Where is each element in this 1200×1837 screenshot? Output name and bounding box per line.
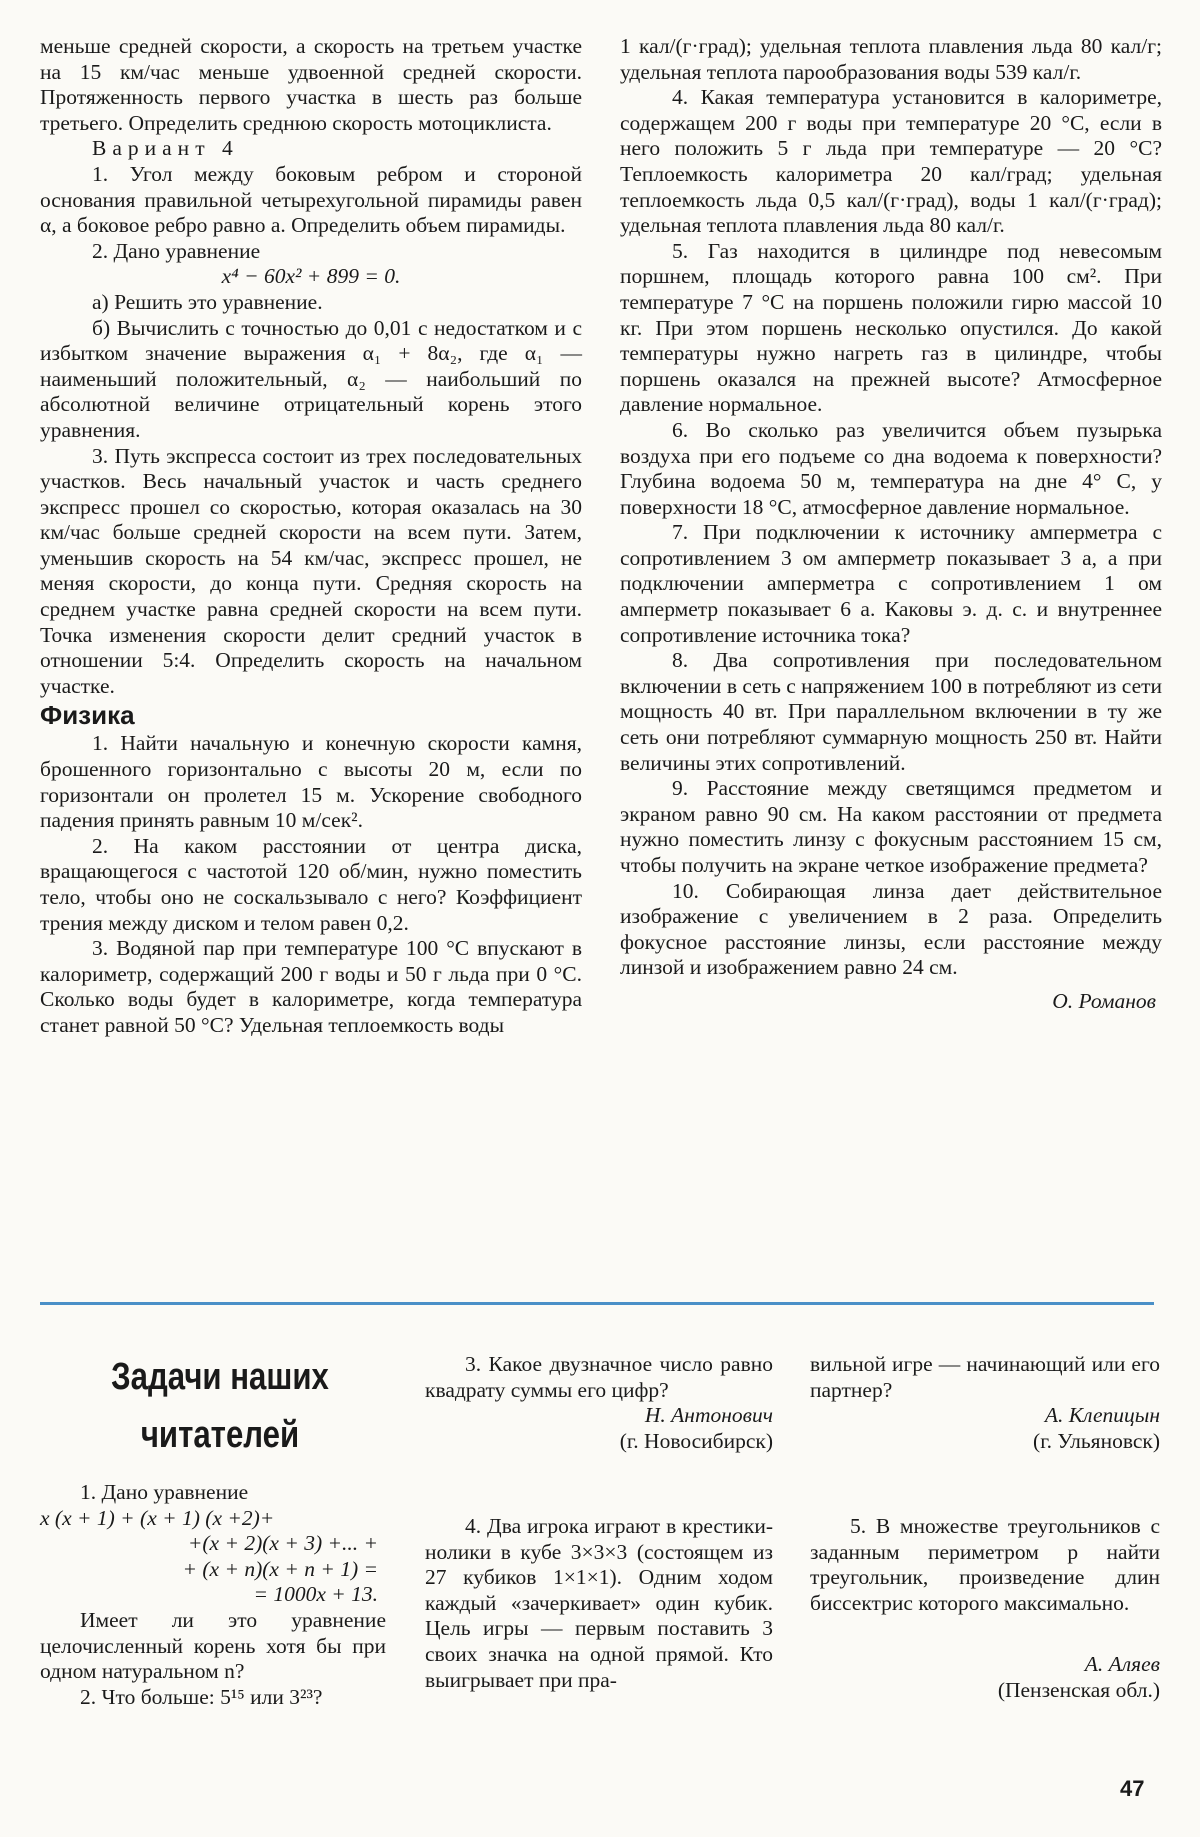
variant-heading: Вариант 4 (92, 136, 239, 161)
readers-column-3 (810, 1352, 1160, 1454)
problem: 1. Угол между боковым ребром и стороной основания правильной четырехугольной пирамиды равен α, а боковое ребро равно a. Определить объем пирамиды. (40, 161, 582, 238)
author-city: (г. Ульяновск) (1033, 1428, 1160, 1453)
equation-line: + (x + n)(x + n + 1) = (182, 1556, 378, 1581)
equation: x⁴ − 60x² + 899 = 0. (221, 264, 401, 289)
problem: 3. Какое двузначное число равно квадрату суммы его цифр? (425, 1352, 773, 1402)
problem-part: а) Решить это уравнение. (92, 289, 323, 314)
author-city: (Пензенская обл.) (997, 1677, 1160, 1702)
section-divider (40, 1302, 1154, 1305)
problem-part: б) Вычислить с точностью до 0,01 с недостатком и с избытком значение выражения α₁ + 8α₂, где α₁ — наименьший положительный, α₂ — наибольший по абсолютной величине отрицательный корень этого уравнения. (40, 315, 582, 442)
problem: 2. Дано уравнение (92, 238, 261, 263)
author-city: (г. Новосибирск) (619, 1428, 773, 1453)
problem: 1. Найти начальную и конечную скорости камня, брошенного горизонтально с высоты 20 м, если по горизонтали он пролетел 15 м. Ускорение свободного падения принять равным 10 м/сек². (40, 731, 582, 833)
readers-column-2-lower (425, 1514, 773, 1693)
title-line: Задачи наших (111, 1356, 329, 1398)
problem: 2. На каком расстоянии от центра диска, вращающегося с частотой 120 об/мин, нужно поместить тело, чтобы оно не соскальзывало с него? Коэффициент трения между диском и телом равен 0,2. (40, 833, 582, 935)
problem-question: Имеет ли это уравнение целочисленный корень хотя бы при одном натуральном n? (40, 1607, 386, 1684)
author-signature: А. Клепицын (1044, 1403, 1160, 1428)
readers-column-3-lower (810, 1514, 1160, 1704)
author-signature: О. Романов (1052, 988, 1156, 1013)
left-column (40, 34, 582, 1039)
problem: 6. Во сколько раз увеличится объем пузырька воздуха при его подъеме со дна водоема к поверхности? Глубина водоема 50 м, температура на дне 4° С, у поверхности 18 °С, атмосферное давление нормальное. (620, 417, 1162, 519)
page-number: 47 (1120, 1776, 1145, 1801)
problem: 4. Какая температура установится в калориметре, содержащем 200 г воды при температуре 20 °С, если в него положить 5 г льда при температуре — 20 °С? Теплоемкость калориметра 20 кал/град; удельная теплоемкость льда 0,5 кал/(г·град), воды 1 кал/(г·град); удельная теплота плавления льда 80 кал/г. (620, 85, 1162, 238)
equation-line: = 1000x + 13. (253, 1582, 378, 1607)
right-column (620, 34, 1162, 1015)
author-signature: А. Аляев (1084, 1652, 1160, 1677)
problem: 3. Водяной пар при температуре 100 °С впускают в калориметр, содержащий 200 г воды и 50 г льда при 0 °С. Сколько воды будет в калориметре, когда температура станет равной 50 °С? Удельная теплоемкость воды (40, 936, 582, 1037)
problem: 8. Два сопротивления при последовательном включении в сеть с напряжением 100 в потребляют из сети мощность 40 вт. При параллельном включении в ту же сеть они потребляют суммарную мощность 250 вт. Найти величины этих сопротивлений. (620, 648, 1163, 775)
section-heading-physics: Физика (40, 700, 135, 731)
problem: 5. В множестве треугольников с заданным периметром p найти треугольник, произведение длин биссектрис которого максимально. (810, 1514, 1160, 1615)
problem-continuation: вильной игре — начинающий или его партнер? (810, 1352, 1160, 1402)
title-line: читателей (140, 1414, 300, 1456)
problem: 1. Дано уравнение (80, 1480, 249, 1504)
problem: 2. Что больше: 5¹⁵ или 3²³? (80, 1684, 323, 1709)
paragraph: меньше средней скорости, а скорость на третьем участке на 15 км/час меньше удвоенной средней скорости. Протяженность первого участка в шесть раз больше третьего. Определить среднюю скорость мотоциклиста. (40, 34, 582, 135)
problem: 10. Собирающая линза дает действительное изображение с увеличением в 2 раза. Определить фокусное расстояние линзы, если расстояние между линзой и изображением равно 24 см. (620, 878, 1162, 980)
readers-section-title (72, 1348, 367, 1464)
problem: 4. Два игрока играют в крестики-нолики в кубе 3×3×3 (состоящем из 27 кубиков 1×1×1). Одним ходом каждый «зачеркивает» один кубик. Цель игры — первым поставить 3 своих значка на одной прямой. Кто выигрывает при пра- (425, 1514, 773, 1692)
problem: 7. При подключении к источнику амперметра с сопротивлением 3 ом амперметр показывает 3 а, а при подключении амперметра с сопротивлением 1 ом амперметр показывает 6 а. Каковы э. д. с. и внутреннее сопротивление источника тока? (620, 520, 1162, 647)
readers-column-2 (425, 1352, 773, 1454)
problem: 5. Газ находится в цилиндре под невесомым поршнем, площадь которого равна 100 см². При температуре 7 °С на поршень положили гирю массой 10 кг. При этом поршень несколько опустился. До какой температуры нужно нагреть газ в цилиндре, чтобы поршень оказался на прежней высоте? Атмосферное давление нормальное. (620, 238, 1162, 417)
equation-line: +(x + 2)(x + 3) +... + (187, 1531, 378, 1556)
readers-column-1 (40, 1480, 386, 1710)
paragraph: 1 кал/(г·град); удельная теплота плавления льда 80 кал/г; удельная теплота парообразования воды 539 кал/г. (620, 34, 1162, 84)
problem: 9. Расстояние между светящимся предметом и экраном равно 90 см. На каком расстоянии от предмета нужно поместить линзу с фокусным расстоянием 15 см, чтобы получить на экране четкое изображение предмета? (620, 776, 1162, 877)
author-signature: Н. Антонович (644, 1403, 773, 1428)
problem: 3. Путь экспресса состоит из трех последовательных участков. Весь начальный участок и часть среднего экспресс прошел со скоростью, которая оказалась на 30 км/час больше средней скорости на всем пути. Затем, уменьшив скорость на 54 км/час, экспресс прошел, не меняя скорости, до конца пути. Средняя скорость на среднем участке равна средней скорости на всем пути. Точка изменения скорости делит средний участок в отношении 5:4. Определить скорость на начальном участке. (40, 443, 582, 698)
equation-line: x (x + 1) + (x + 1) (x +2)+ (40, 1505, 275, 1530)
